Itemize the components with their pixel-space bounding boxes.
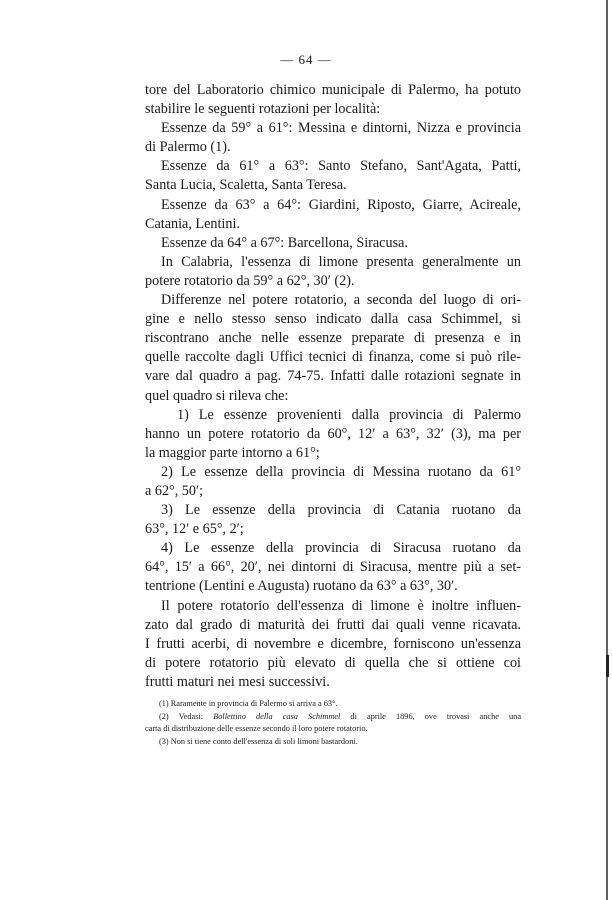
footnote-2-title: Bollettino della casa Schimmel [213,711,341,721]
text-line: Catania, Lentini. [145,215,240,232]
footnote-2 [145,711,521,724]
text-line: I frutti acerbi, di novembre e dicembre, forniscono un'essenza [145,635,521,652]
text-line: zato dal grado di maturità dei frutti dai quali venne ricavata. [145,616,521,633]
text-line: stabilire le seguenti rotazioni per località: [145,101,381,118]
footnote-1: (1) Raramente in provincia di Palermo si arriva a 63°. [159,699,338,708]
text-line: Il potere rotatorio dell'essenza di limone è inoltre influen- [161,597,521,614]
text-line: Essenze da 61° a 63°: Santo Stefano, Sant'Agata, Patti, [161,158,521,175]
text-line: In Calabria, l'essenza di limone presenta generalmente un [161,253,521,270]
page-edge-mark [606,655,609,677]
text-line: 1) Le essenze provenienti dalla provincia di Palermo [177,406,521,423]
text-line: di Palermo (1). [145,139,231,156]
footnotes [145,698,521,749]
footnote-2-continuation: carta di distribuzione delle essenze secondo il loro potere rotatorio. [145,724,368,734]
text-line: 4) Le essenze della provincia di Siracusa ruotano da [161,540,521,557]
text-line: vare dal quadro a pag. 74-75. Infatti dalle rotazioni segnate in [145,368,521,385]
footnote-2-prefix: (2) Vedasi: [159,711,214,721]
text-line: di potere rotatorio più elevato di quella che si ottiene coi [145,654,521,671]
text-line: gine e nello stesso senso indicato dalla casa Schimmel, si [145,311,521,328]
text-line: riscontrano anche nelle essenze preparate di presenza e in [145,330,521,347]
text-line: 2) Le essenze della provincia di Messina ruotano da 61° [161,463,521,480]
text-line: 3) Le essenze della provincia di Catania ruotano da [161,502,521,519]
text-line: a 62°, 50′; [145,482,204,499]
text-line: frutti maturi nei mesi successivi. [145,673,330,690]
footnote-2-suffix: di aprile 1896, ove trovasi anche una [340,711,521,721]
text-line: Santa Lucia, Scaletta, Santa Teresa. [145,177,347,194]
text-line: Essenze da 64° a 67°: Barcellona, Siracusa. [161,234,408,251]
text-line: tore del Laboratorio chimico municipale di Palermo, ha potuto [145,82,521,98]
text-line: Essenze da 59° a 61°: Messina e dintorni, Nizza e provincia [161,120,521,137]
text-line: Differenze nel potere rotatorio, a seconda del luogo di ori- [161,292,521,309]
text-line: hanno un potere rotatorio da 60°, 12′ a 63°, 32′ (3), ma per [145,425,521,442]
text-line: quel quadro si rileva che: [145,387,289,404]
footnote-3: (3) Non si tiene conto dell'essenza di soli limoni bastardoni. [159,737,358,747]
page-number: — 64 — [280,52,332,67]
page-edge-line [606,0,608,900]
text-line: 64°, 15′ a 66°, 20′, nei dintorni di Siracusa, mentre più a set- [145,559,521,576]
text-line: quelle raccolte dagli Uffici tecnici di finanza, come si può rile- [145,349,521,366]
body-text [145,81,521,692]
text-line: potere rotatorio da 59° a 62°, 30′ (2). [145,272,355,289]
text-line: Essenze da 63° a 64°: Giardini, Riposto, Giarre, Acireale, [161,196,521,213]
text-line: la maggior parte intorno a 61°; [145,444,320,461]
text-line: 63°, 12′ e 65°, 2′; [145,521,244,538]
text-line: tentrione (Lentini e Augusta) ruotano da 63° a 63°, 30′. [145,578,458,595]
